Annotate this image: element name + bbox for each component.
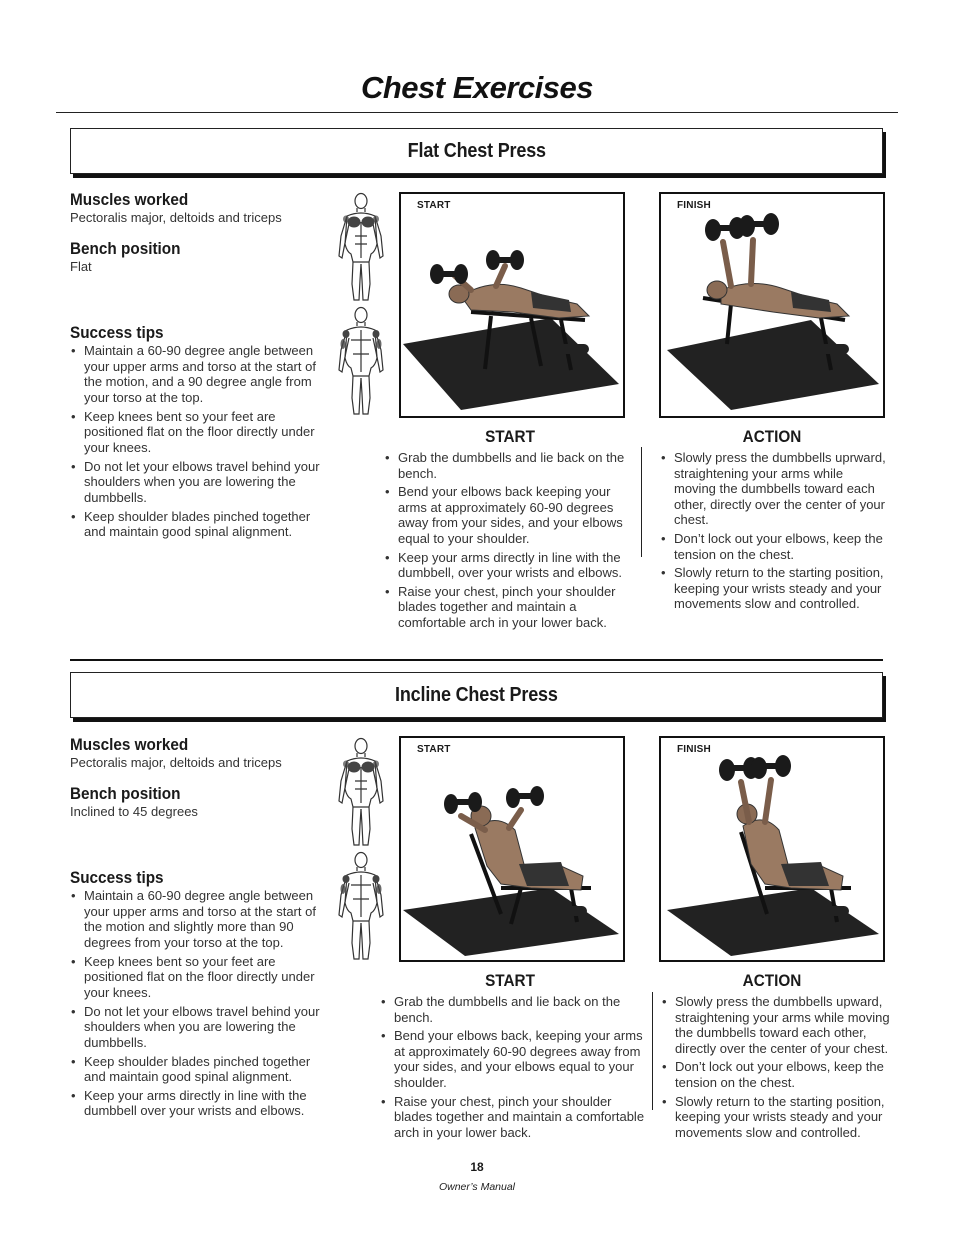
bench-text: Inclined to 45 degrees: [70, 804, 198, 819]
bench-text: Flat: [70, 259, 92, 274]
tip-item: • Keep knees bent so your feet are positioned flat on the floor directly under your knees.: [70, 409, 320, 456]
muscles-text: Pectoralis major, deltoids and triceps: [70, 210, 282, 225]
photo-incline-finish: [659, 736, 885, 962]
photo-flat-finish: [659, 192, 885, 418]
section-banner-incline-chest-press: [70, 672, 883, 718]
anatomy-front-figure: [335, 737, 387, 849]
start-heading: START: [485, 427, 535, 446]
tip-item: • Keep your arms directly in line with the dumbbell over your wrists and elbows.: [70, 1088, 322, 1119]
tips-list: [70, 343, 320, 540]
start-step: • Grab the dumbbells and lie back on the bench.: [384, 450, 636, 481]
action-step: • Slowly return to the starting position, keeping your wrists steady and your movements slow and controlled.: [661, 1094, 899, 1141]
photo-label: START: [417, 744, 451, 755]
tip-item: • Do not let your elbows travel behind your shoulders when you are lowering the dumbbells.: [70, 1004, 322, 1051]
incline-press-start-image: [401, 738, 623, 960]
title-rule: [56, 112, 898, 113]
photo-label: FINISH: [677, 200, 711, 211]
anatomy-back-figure: [335, 306, 387, 418]
section-title: Flat Chest Press: [407, 139, 546, 162]
start-step: • Raise your chest, pinch your shoulder blades together and maintain a comfortable arch in your lower back.: [384, 584, 636, 631]
incline-press-finish-image: [661, 738, 883, 960]
photo-label: START: [417, 200, 451, 211]
bench-heading: Bench position: [70, 239, 181, 258]
tips-heading: Success tips: [70, 323, 164, 342]
tips-heading: Success tips: [70, 868, 164, 887]
action-steps: [661, 994, 899, 1143]
anatomy-back-figure: [335, 851, 387, 963]
section-banner-flat-chest-press: [70, 128, 883, 174]
tip-item: • Keep knees bent so your feet are positioned flat on the floor directly under your knees.: [70, 954, 322, 1001]
action-steps: [660, 450, 888, 615]
start-heading: START: [485, 971, 535, 990]
success-tips-block: [70, 868, 322, 1122]
section-divider: [70, 659, 883, 661]
flat-press-finish-image: [661, 194, 883, 416]
muscles-heading: Muscles worked: [70, 190, 189, 209]
start-step: • Raise your chest, pinch your shoulder blades together and maintain a comfortable arch in your lower back.: [380, 1094, 646, 1141]
tips-list: [70, 888, 322, 1119]
action-step: • Slowly press the dumbbells uprward, straightening your arms while moving the dumbbells toward each other, directly over the center of your chest.: [660, 450, 888, 528]
flat-press-start-image: [401, 194, 623, 416]
muscles-worked-block: [70, 735, 330, 771]
start-steps: [380, 994, 646, 1143]
start-step: • Bend your elbows back, keeping your arms at approximately 60-90 degrees away from your sides, and your elbows equal to your shoulder.: [380, 1028, 646, 1090]
anatomy-front-figure: [335, 192, 387, 304]
bench-position-block: [70, 784, 330, 820]
action-step: • Slowly return to the starting position, keeping your wrists steady and your movements slow and controlled.: [660, 565, 888, 612]
column-divider: [641, 447, 642, 557]
tip-item: • Maintain a 60-90 degree angle between your upper arms and torso at the start of the motion and slightly more than 90 degrees from your torso at the top.: [70, 888, 322, 950]
start-step: • Bend your elbows back keeping your arms at approximately 60-90 degrees away from your sides, and your elbows equal to your shoulder.: [384, 484, 636, 546]
start-step: • Grab the dumbbells and lie back on the bench.: [380, 994, 646, 1025]
column-divider: [652, 992, 653, 1110]
photo-flat-start: [399, 192, 625, 418]
muscles-text: Pectoralis major, deltoids and triceps: [70, 755, 282, 770]
page-title: Chest Exercises: [360, 70, 594, 105]
action-heading: ACTION: [742, 427, 802, 446]
start-step: • Keep your arms directly in line with the dumbbell, over your wrists and elbows.: [384, 550, 636, 581]
action-step: • Don’t lock out your elbows, keep the tension on the chest.: [660, 531, 888, 562]
tip-item: • Keep shoulder blades pinched together and maintain good spinal alignment.: [70, 1054, 322, 1085]
bench-position-block: [70, 239, 330, 275]
bench-heading: Bench position: [70, 784, 181, 803]
tip-item: • Keep shoulder blades pinched together and maintain good spinal alignment.: [70, 509, 320, 540]
action-step: • Don’t lock out your elbows, keep the tension on the chest.: [661, 1059, 899, 1090]
footer-text: Owner’s Manual: [438, 1181, 516, 1193]
muscles-heading: Muscles worked: [70, 735, 189, 754]
success-tips-block: [70, 323, 320, 543]
section-title: Incline Chest Press: [395, 683, 558, 706]
start-steps: [384, 450, 636, 634]
photo-label: FINISH: [677, 744, 711, 755]
action-step: • Slowly press the dumbbells upward, straightening your arms while moving the dumbbells toward each other, directly over the center of your chest.: [661, 994, 899, 1056]
tip-item: • Do not let your elbows travel behind your shoulders when you are lowering the dumbbells.: [70, 459, 320, 506]
page-number: 18: [470, 1160, 484, 1174]
action-heading: ACTION: [742, 971, 802, 990]
muscles-worked-block: [70, 190, 330, 226]
tip-item: • Maintain a 60-90 degree angle between your upper arms and torso at the start of the motion, and a 90 degree angle from your torso at the top.: [70, 343, 320, 405]
photo-incline-start: [399, 736, 625, 962]
